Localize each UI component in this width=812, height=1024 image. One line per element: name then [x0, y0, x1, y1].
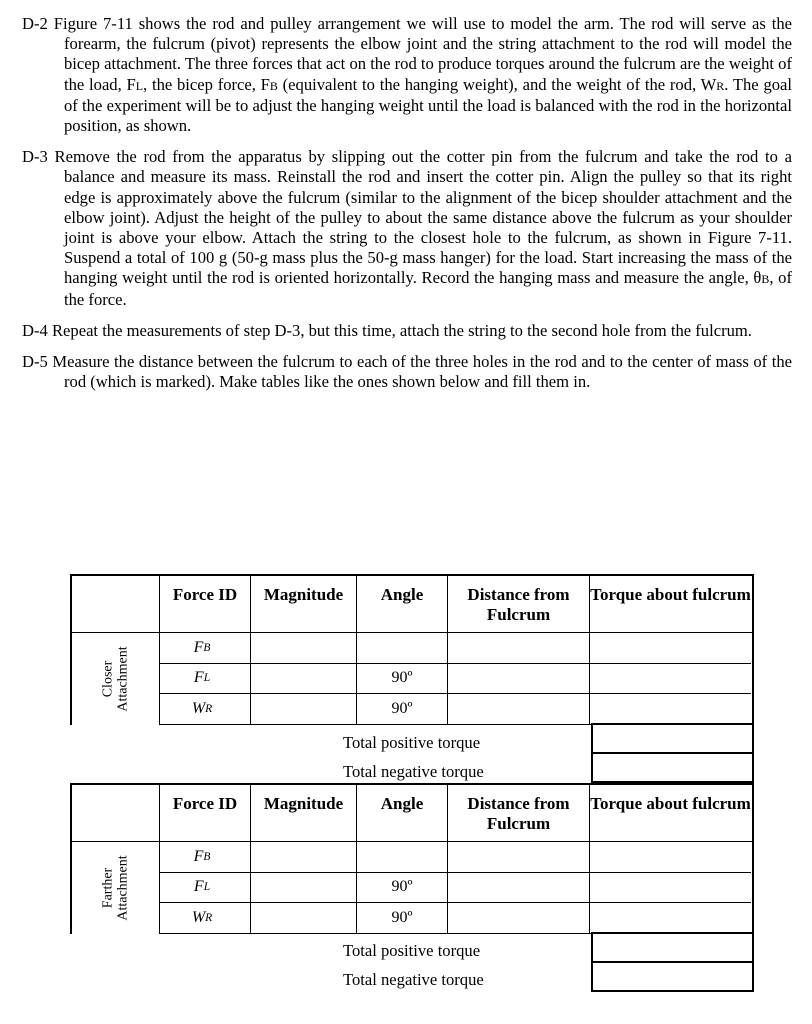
header-distance: Distance from Fulcrum: [448, 785, 590, 841]
table-row: [160, 903, 752, 934]
magnitude-cell[interactable]: [251, 903, 357, 934]
step-d4: D-4 Repeat the measurements of step D-3, but this time, attach the string to the second hole from the fulcrum.: [22, 320, 752, 340]
torque-cell[interactable]: [590, 633, 751, 664]
total-positive-label: Total positive torque: [343, 941, 481, 960]
distance-cell[interactable]: [448, 664, 590, 695]
total-positive-box[interactable]: [591, 932, 754, 963]
closer-attachment-table: [70, 574, 754, 725]
magnitude-cell[interactable]: [251, 694, 357, 725]
header-torque: Torque about fulcrum: [590, 794, 751, 813]
total-negative-box[interactable]: [591, 752, 754, 783]
side-label: Closer Attachment: [72, 633, 160, 725]
table-row: [160, 842, 752, 873]
torque-cell[interactable]: [590, 842, 751, 873]
table-header: [72, 576, 752, 633]
header-distance: Distance from Fulcrum: [448, 576, 590, 632]
side-label: Farther Attachment: [72, 842, 160, 934]
total-negative-label: Total negative torque: [343, 970, 484, 989]
magnitude-cell[interactable]: [251, 633, 357, 664]
magnitude-cell[interactable]: [251, 664, 357, 695]
header-angle: Angle: [357, 576, 448, 632]
step-d3: D-3 Remove the rod from the apparatus by slipping out the cotter pin from the fulcrum and take the rod to a balance and measure its mass. Reinstall the rod and insert the cotter pin. Align the pulley so that its right edge is approximately above the fulcrum (similar to the alignment of the bicep shoulder attachment and the elbow joint). Adjust the height of the pulley to about the same distance above the fulcrum as your shoulder joint is above your elbow. Attach the string to the closest hole to the fulcrum, as shown in Figure 7-11. Suspend a total of 100 g (50-g mass plus the 50-g mass hanger) for the load. Start increasing the mass of the hanging weight until the rod is oriented horizontally. Record the hanging mass and measure the angle, θB, of the force.: [22, 147, 793, 309]
distance-cell[interactable]: [448, 903, 590, 934]
header-torque: Torque about fulcrum: [590, 585, 751, 604]
force-id: W R: [160, 903, 251, 934]
torque-cell[interactable]: [590, 664, 751, 695]
angle-cell[interactable]: [357, 633, 448, 664]
force-id: F L: [160, 873, 251, 904]
torque-cell[interactable]: [590, 694, 751, 725]
torque-cell[interactable]: [590, 903, 751, 934]
table-row: [160, 694, 752, 725]
farther-attachment-table: [70, 783, 754, 934]
total-negative-label: Total negative torque: [343, 762, 484, 781]
angle-cell: 90º: [357, 664, 448, 695]
angle-cell: 90º: [357, 694, 448, 725]
torque-cell[interactable]: [590, 873, 751, 904]
step-d5: D-5 Measure the distance between the fulcrum to each of the three holes in the rod and to the center of mass of the rod (which is marked). Make tables like the ones shown below and fill them in.: [22, 352, 792, 392]
distance-cell[interactable]: [448, 842, 590, 873]
distance-cell[interactable]: [448, 694, 590, 725]
force-id: W R: [160, 694, 251, 725]
table-row: [160, 633, 752, 664]
total-positive-box[interactable]: [591, 723, 754, 754]
header-force-id: Force ID: [160, 785, 251, 841]
table-row: [160, 873, 752, 904]
table-row: [160, 664, 752, 695]
instruction-steps: [22, 14, 792, 403]
angle-cell: 90º: [357, 873, 448, 904]
distance-cell[interactable]: [448, 633, 590, 664]
header-angle: Angle: [357, 785, 448, 841]
magnitude-cell[interactable]: [251, 873, 357, 904]
distance-cell[interactable]: [448, 873, 590, 904]
force-id: F L: [160, 664, 251, 695]
step-d2: D-2 Figure 7-11 shows the rod and pulley arrangement we will use to model the arm. The rod will serve as the forearm, the fulcrum (pivot) represents the elbow joint and the string attachment to the rod will model the bicep attachment. The three forces that act on the rod to produce torques around the fulcrum are the weight of the load, FL, the bicep force, FB (equivalent to the hanging weight), and the weight of the rod, WR. The goal of the experiment will be to adjust the hanging weight until the load is balanced with the rod in the horizontal position, as shown.: [22, 14, 793, 136]
header-magnitude: Magnitude: [251, 785, 357, 841]
table-header: [72, 785, 752, 842]
magnitude-cell[interactable]: [251, 842, 357, 873]
force-id: F B: [160, 842, 251, 873]
total-positive-label: Total positive torque: [343, 733, 481, 752]
header-force-id: Force ID: [160, 576, 251, 632]
angle-cell[interactable]: [357, 842, 448, 873]
total-negative-box[interactable]: [591, 961, 754, 992]
force-id: F B: [160, 633, 251, 664]
header-magnitude: Magnitude: [251, 576, 357, 632]
angle-cell: 90º: [357, 903, 448, 934]
